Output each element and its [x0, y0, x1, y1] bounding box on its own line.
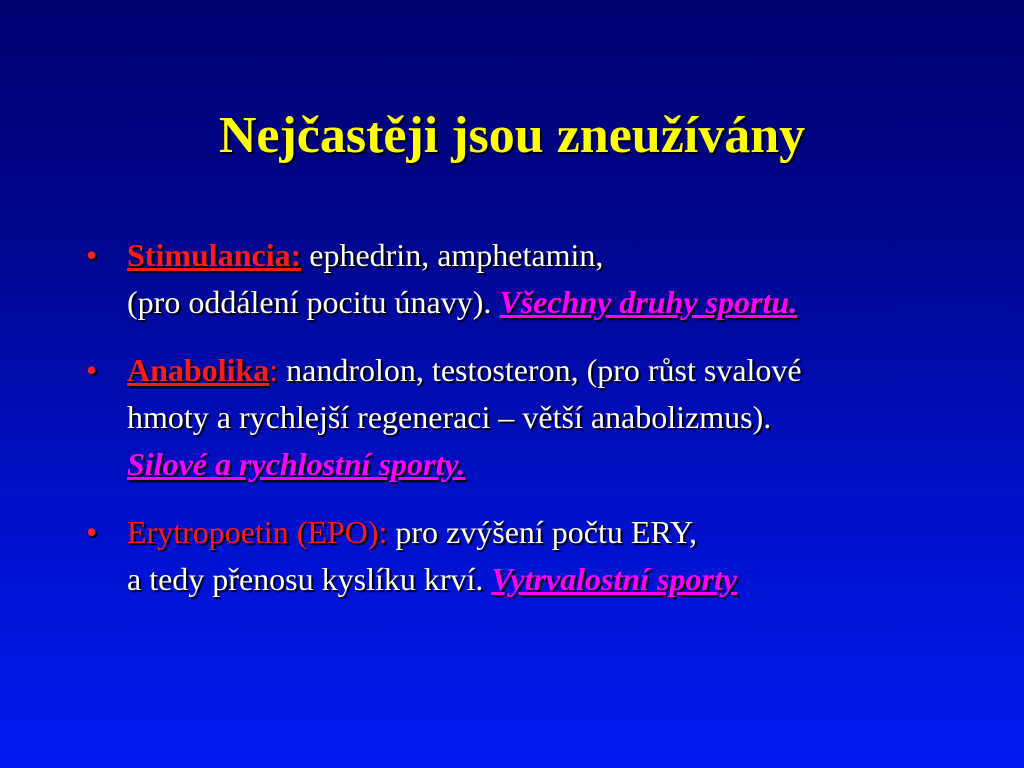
bullet-text: (pro oddálení pocitu únavy).: [127, 284, 500, 320]
bullet-epo: [82, 509, 1002, 603]
bullet-text: a tedy přenosu kyslíku krví.: [127, 561, 492, 597]
bullet-stimulancia: [82, 232, 1002, 326]
bullet-line: [127, 279, 1002, 326]
bullet-line: [127, 441, 1002, 488]
bullet-line: [127, 232, 1002, 279]
bullet-anabolika: [82, 347, 1002, 488]
bullet-dot-icon: •: [86, 237, 98, 273]
bullet-dot-icon: •: [86, 514, 98, 550]
category-label: Erytropoetin (EPO):: [127, 514, 388, 550]
category-separator: :: [269, 352, 279, 388]
category-label: Stimulancia:: [127, 237, 302, 273]
sport-link[interactable]: Vytrvalostní sporty: [491, 561, 738, 597]
bullet-text: nandrolon, testosteron, (pro růst svalové: [278, 352, 802, 388]
sport-link[interactable]: Všechny druhy sportu.: [499, 284, 798, 320]
sport-link[interactable]: Silové a rychlostní sporty.: [127, 446, 466, 482]
bullet-list: [82, 232, 1002, 624]
bullet-text: ephedrin, amphetamin,: [301, 237, 604, 273]
bullet-line: [127, 347, 1002, 394]
bullet-dot-icon: •: [86, 352, 98, 388]
category-label: Anabolika: [127, 352, 270, 388]
slide-title: Nejčastěji jsou zneužívány: [218, 107, 806, 164]
bullet-line: [127, 394, 1002, 441]
bullet-text: pro zvýšení počtu ERY,: [387, 514, 697, 550]
bullet-line: [127, 509, 1002, 556]
bullet-line: [127, 556, 1002, 603]
bullet-text: hmoty a rychlejší regeneraci – větší anabolizmus).: [127, 399, 772, 435]
